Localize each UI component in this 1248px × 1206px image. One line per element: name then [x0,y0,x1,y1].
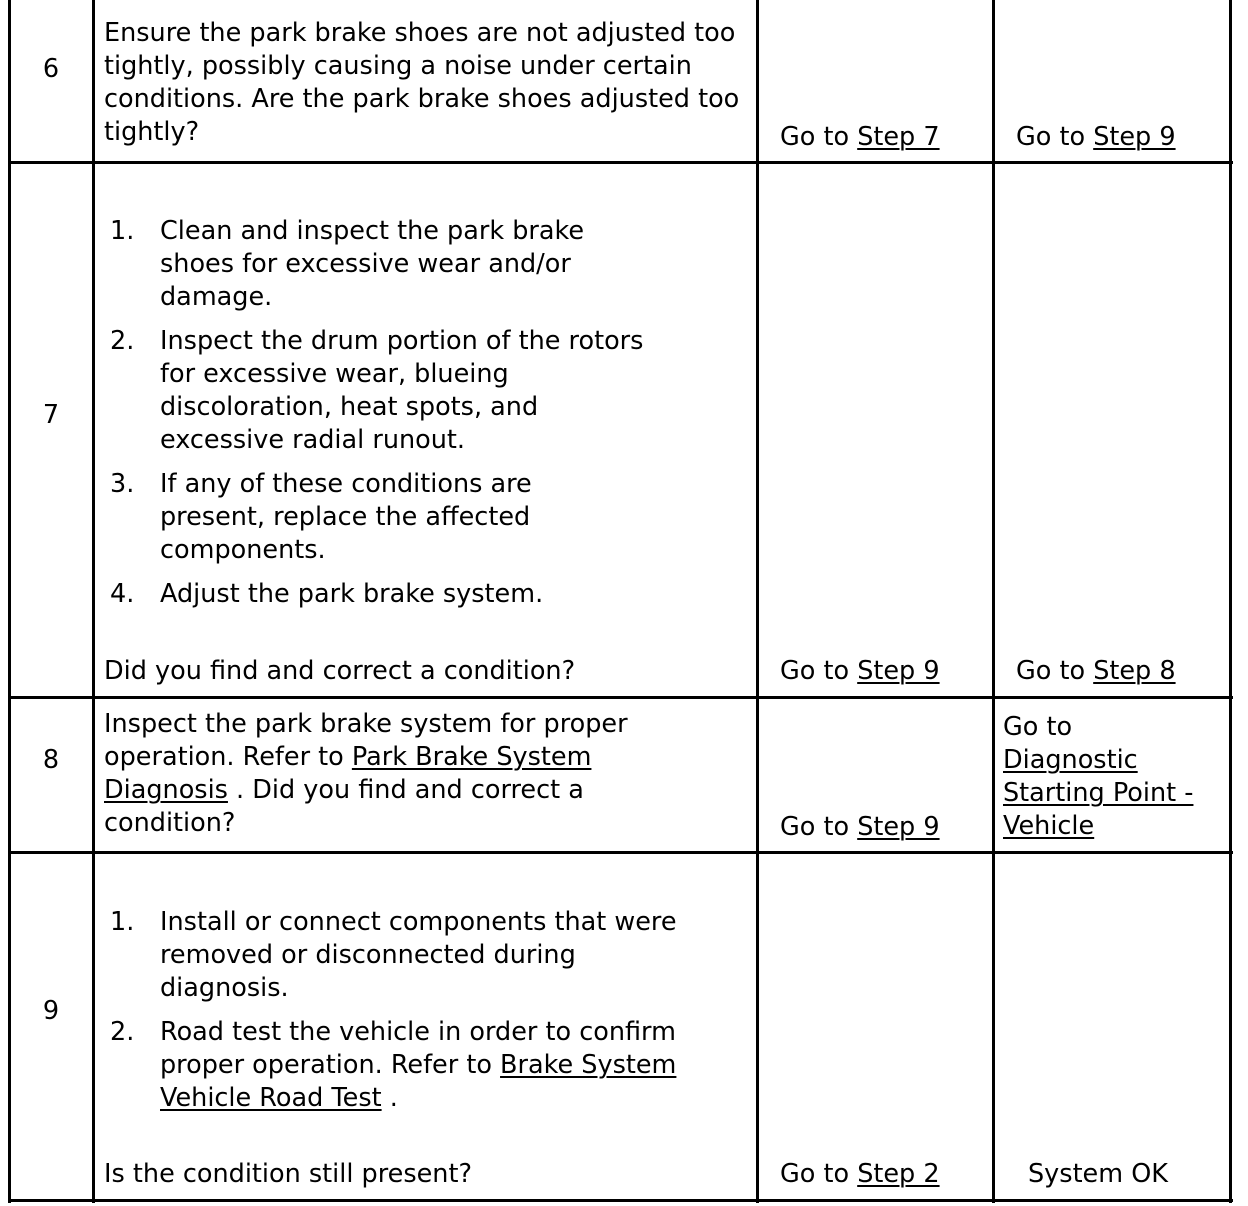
step-number: 9 [42,996,60,1026]
go-to-label: Go to [1003,712,1073,742]
yes-result [780,1158,940,1191]
list-number: 2. [110,1017,135,1047]
list-number: 2. [110,326,135,356]
list-item-text: Adjust the park brake system. [160,579,544,609]
table-border-bottom [8,1199,1233,1202]
step-number: 6 [42,54,60,84]
go-to-label: Go to [780,1159,858,1189]
no-result [1016,655,1176,688]
no-result [1003,711,1225,843]
park-brake-system-diagnosis-link[interactable]: Park Brake System Diagnosis [104,742,592,805]
row-divider-8 [8,851,1233,854]
brake-system-road-test-link[interactable]: Brake System Vehicle Road Test [160,1050,677,1113]
step-8-link[interactable]: Step 8 [1093,656,1176,686]
list-number: 1. [110,216,135,246]
list-number: 3. [110,469,135,499]
list-item [104,578,644,611]
row-divider-6 [8,161,1233,164]
list-item [104,468,644,567]
list-item [104,215,644,314]
action-text: Ensure the park brake shoes are not adjusted too tightly, possibly causing a noise under certain conditions. Are the park brake shoes adjusted too tightly? [104,18,740,147]
list-item-text: Road test the vehicle in order to confirm proper operation. Refer to [160,1017,676,1080]
list-item [104,906,704,1005]
list-item [104,325,644,457]
step-number: 8 [42,745,60,775]
list-item-text: If any of these conditions are present, replace the affected components. [160,469,532,565]
action-text-part: Inspect the park brake system for proper operation. Refer to [104,709,628,772]
no-result [1016,121,1176,154]
yes-result [780,655,940,688]
instruction-list [104,906,704,1126]
step-9-link[interactable]: Step 9 [857,812,940,842]
step-7-link[interactable]: Step 7 [857,122,940,152]
action-text [104,708,684,840]
go-to-label: Go to [1016,122,1094,152]
step-number: 7 [42,400,60,430]
action-text-part: . Did you find and correct a condition? [104,775,584,838]
yes-result [780,811,940,844]
go-to-label: Go to [1016,656,1094,686]
step-9-link[interactable]: Step 9 [857,656,940,686]
go-to-label: Go to [780,656,858,686]
list-number: 4. [110,579,135,609]
step-2-link[interactable]: Step 2 [857,1159,940,1189]
table-border-right [1229,0,1232,1203]
list-item-text: Clean and inspect the park brake shoes for excessive wear and/or damage. [160,216,585,312]
row-divider-7 [8,696,1233,699]
yes-result [780,121,940,154]
question-text: Is the condition still present? [104,1159,472,1189]
column-divider-yes [992,0,995,1203]
go-to-label: Go to [780,122,858,152]
instruction-list [104,215,644,622]
list-item-text: Inspect the drum portion of the rotors for excessive wear, blueing discoloration, heat spots, and excessive radial runout. [160,326,644,455]
system-ok-text: System OK [1028,1159,1168,1189]
question-text: Did you find and correct a condition? [104,656,576,686]
list-item [104,1016,704,1115]
list-item-text: . [381,1083,398,1113]
step-9-link[interactable]: Step 9 [1093,122,1176,152]
list-number: 1. [110,907,135,937]
diagnostic-starting-point-link[interactable]: Diagnostic Starting Point - Vehicle [1003,745,1194,841]
column-divider-action [756,0,759,1203]
list-item-text: Install or connect components that were removed or disconnected during diagnosis. [160,907,677,1003]
go-to-label: Go to [780,812,858,842]
